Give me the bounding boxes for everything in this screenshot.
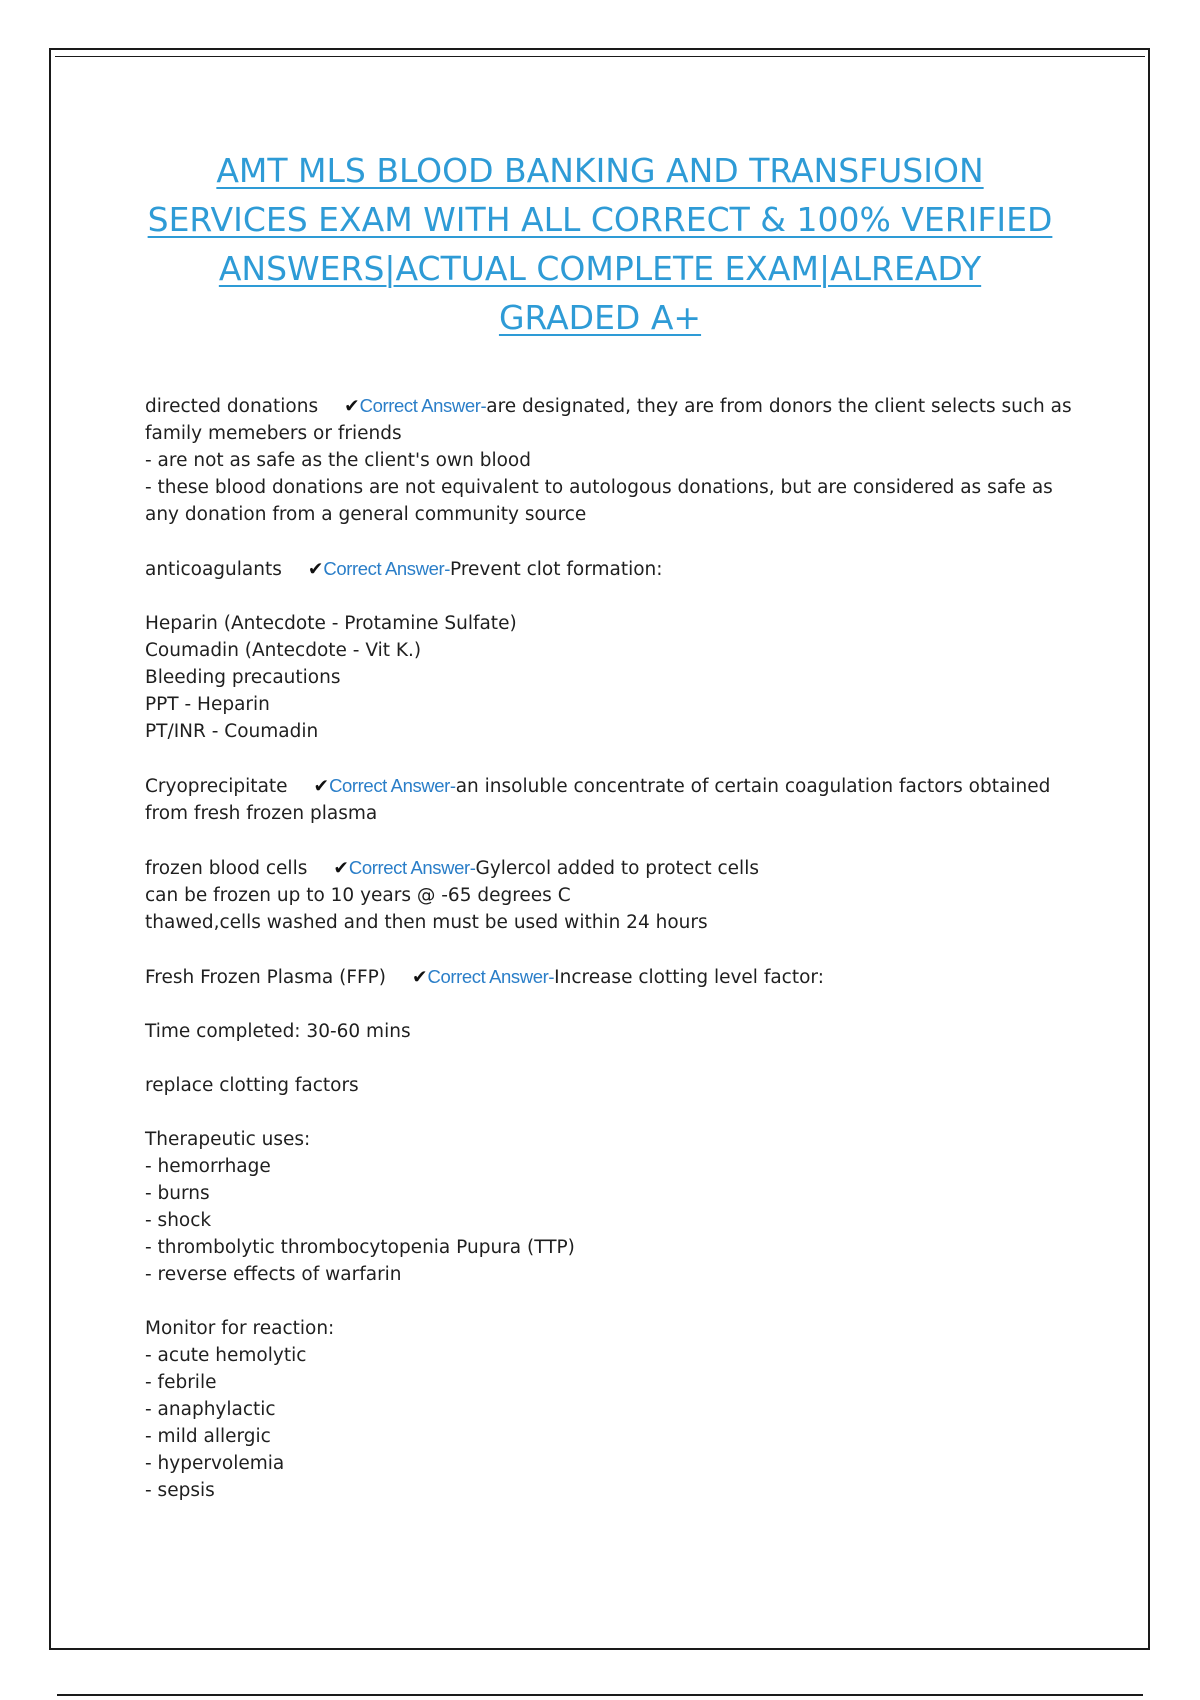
answer-line (145, 664, 1080, 691)
correct-answer-separator: - (548, 966, 555, 987)
answer-line (145, 447, 1080, 474)
answer-line (145, 501, 1080, 528)
answer-line (145, 691, 1080, 718)
answer-text: can be frozen up to 10 years @ -65 degrees C (145, 885, 571, 906)
answer-line (145, 474, 1080, 501)
question-term: anticoagulants (145, 559, 282, 580)
checkmark-icon: ✔ (344, 396, 360, 417)
answer-text: replace clotting factors (145, 1075, 359, 1096)
answer-line (145, 1450, 1080, 1477)
answer-text: - mild allergic (145, 1426, 271, 1447)
answer-line (145, 610, 1080, 637)
blank-line (145, 583, 1080, 610)
qa-entry (145, 392, 1080, 528)
title-line: ANSWERS|ACTUAL COMPLETE EXAM|ALREADY (218, 249, 982, 288)
correct-answer-label: Correct Answer (359, 395, 481, 416)
blank-line (145, 991, 1080, 1018)
answer-line (145, 718, 1080, 745)
qa-entry (145, 854, 1080, 936)
answer-line (145, 800, 1080, 827)
correct-answer-label: Correct Answer (329, 775, 450, 796)
blank-line (145, 1288, 1080, 1315)
answer-text: Gylercol added to protect cells (475, 858, 759, 879)
checkmark-icon: ✔ (412, 967, 428, 988)
correct-answer-label: Correct Answer (427, 966, 549, 987)
answer-text: from fresh frozen plasma (145, 803, 378, 824)
answer-line (145, 1315, 1080, 1342)
answer-text: - febrile (145, 1372, 217, 1393)
answer-line (145, 909, 1080, 936)
answer-text: Bleeding precautions (145, 667, 341, 688)
question-term: Fresh Frozen Plasma (FFP) (145, 967, 387, 988)
answer-text: are designated, they are from donors the client selects such as (486, 396, 1072, 417)
question-term: frozen blood cells (145, 858, 308, 879)
answer-text: PT/INR - Coumadin (145, 721, 319, 742)
answer-text: thawed,cells washed and then must be used within 24 hours (145, 912, 708, 933)
qa-first-line (145, 555, 1080, 583)
document-title (110, 146, 1090, 342)
correct-answer-separator: - (480, 395, 487, 416)
title-line: AMT MLS BLOOD BANKING AND TRANSFUSION (216, 151, 984, 190)
checkmark-icon: ✔ (333, 858, 349, 879)
answer-line (145, 882, 1080, 909)
qa-first-line (145, 772, 1080, 800)
answer-line (145, 1342, 1080, 1369)
answer-text: Prevent clot formation: (450, 559, 663, 580)
answer-text: family memebers or friends (145, 423, 402, 444)
correct-answer-separator: - (449, 775, 456, 796)
answer-text: - thrombolytic thrombocytopenia Pupura (TTP) (145, 1237, 575, 1258)
answer-line (145, 1207, 1080, 1234)
footer-rule (57, 1694, 1143, 1696)
answer-text: - hypervolemia (145, 1453, 285, 1474)
checkmark-icon: ✔ (313, 776, 330, 797)
answer-text: - are not as safe as the client's own blood (145, 450, 531, 471)
answer-line (145, 1153, 1080, 1180)
qa-first-line (145, 854, 1080, 882)
question-term: Cryoprecipitate (145, 776, 288, 797)
answer-line (145, 1423, 1080, 1450)
qa-first-line (145, 963, 1080, 991)
answer-line (145, 637, 1080, 664)
title-line: GRADED A+ (498, 298, 702, 337)
answer-line (145, 1261, 1080, 1288)
page-border-inner-rule (55, 56, 1145, 57)
answer-text: - sepsis (145, 1480, 215, 1501)
blank-line (145, 1099, 1080, 1126)
answer-line (145, 1072, 1080, 1099)
answer-line (145, 1369, 1080, 1396)
blank-line (145, 1045, 1080, 1072)
answer-line (145, 1234, 1080, 1261)
correct-answer-label: Correct Answer (348, 857, 470, 878)
answer-text: - shock (145, 1210, 212, 1231)
answer-line (145, 1396, 1080, 1423)
answer-line (145, 1126, 1080, 1153)
correct-answer-separator: - (469, 857, 476, 878)
answer-line (145, 1477, 1080, 1504)
answer-text: an insoluble concentrate of certain coagulation factors obtained (455, 776, 1051, 797)
answer-text: - anaphylactic (145, 1399, 276, 1420)
answer-text: - reverse effects of warfarin (145, 1264, 402, 1285)
title-line: SERVICES EXAM WITH ALL CORRECT & 100% VERIFIED (147, 200, 1053, 239)
qa-entry (145, 963, 1080, 1504)
answer-text: - hemorrhage (145, 1156, 271, 1177)
answer-line (145, 420, 1080, 447)
answer-text: Heparin (Antecdote - Protamine Sulfate) (145, 613, 517, 634)
answer-text: Therapeutic uses: (145, 1129, 311, 1150)
answer-text: Time completed: 30-60 mins (145, 1021, 411, 1042)
qa-entry (145, 772, 1080, 827)
qa-entry (145, 555, 1080, 745)
answer-text: - acute hemolytic (145, 1345, 307, 1366)
answer-text: Monitor for reaction: (145, 1318, 335, 1339)
answer-text: any donation from a general community source (145, 504, 587, 525)
qa-content (145, 392, 1080, 1531)
correct-answer-separator: - (444, 558, 450, 579)
checkmark-icon: ✔ (307, 559, 324, 580)
answer-text: PPT - Heparin (145, 694, 270, 715)
correct-answer-label: Correct Answer (323, 558, 445, 579)
answer-text: - burns (145, 1183, 210, 1204)
answer-text: - these blood donations are not equivalent to autologous donations, but are considered as safe as (145, 477, 1053, 498)
answer-text: Increase clotting level factor: (554, 967, 824, 988)
answer-text: Coumadin (Antecdote - Vit K.) (145, 640, 422, 661)
question-term: directed donations (145, 396, 319, 417)
answer-line (145, 1180, 1080, 1207)
qa-first-line (145, 392, 1080, 420)
answer-line (145, 1018, 1080, 1045)
